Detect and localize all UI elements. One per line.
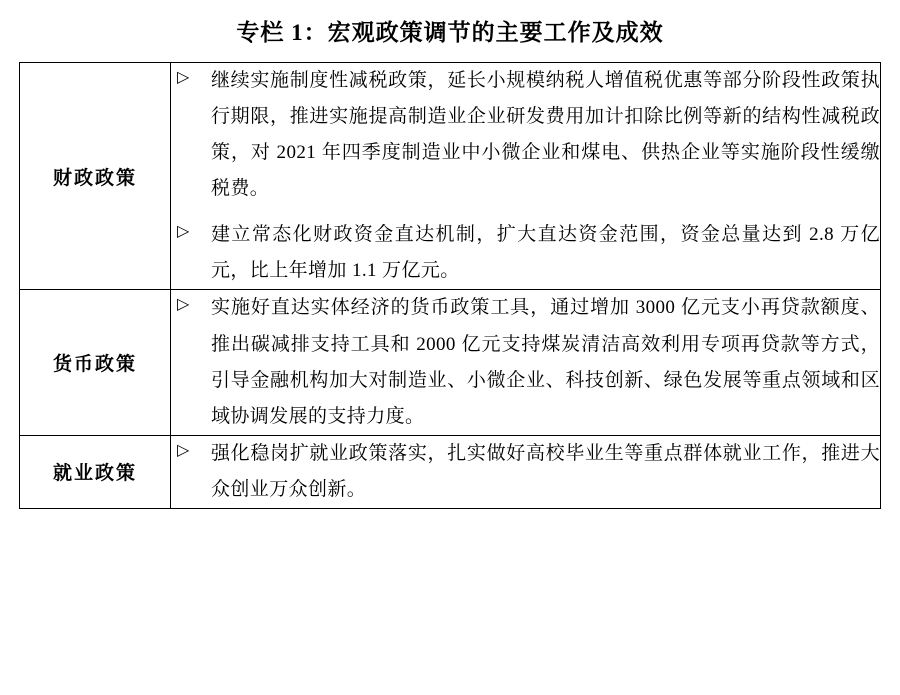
policy-table [19, 62, 881, 509]
list-item-text: 强化稳岗扩就业政策落实，扎实做好高校毕业生等重点群体就业工作，推进大众创业万众创新。 [211, 442, 880, 500]
category-label-employment: 就业政策 [20, 435, 171, 508]
triangle-bullet-icon: ▷ [177, 223, 190, 241]
category-label-fiscal: 财政政策 [20, 62, 171, 290]
triangle-bullet-icon: ▷ [177, 68, 190, 86]
list-item [171, 63, 880, 207]
triangle-bullet-icon: ▷ [177, 441, 190, 459]
list-item [171, 290, 880, 434]
table-row [20, 435, 881, 508]
list-item [171, 217, 880, 289]
page-title: 专栏 1：宏观政策调节的主要工作及成效 [236, 20, 664, 45]
list-item [171, 436, 880, 508]
list-item-text: 实施好直达实体经济的货币政策工具，通过增加 3000 亿元支小再贷款额度、推出碳减排支持工具和 2000 亿元支持煤炭清洁高效利用专项再贷款等方式，引导金融机构加大对制造业、小微企业、科技创新、绿色发展等重点领域和区域协调发展的支持力度。 [211, 297, 880, 427]
table-row [20, 290, 881, 435]
list-item-text: 继续实施制度性减税政策，延长小规模纳税人增值税优惠等部分阶段性政策执行期限，推进实施提高制造业企业研发费用加计扣除比例等新的结构性减税政策，对 2021 年四季度制造业中小微企业和煤电、供热企业等实施阶段性缓缴税费。 [211, 69, 880, 200]
category-label-monetary: 货币政策 [20, 290, 171, 435]
table-row [20, 62, 881, 290]
triangle-bullet-icon: ▷ [177, 296, 190, 314]
content-cell-employment [171, 435, 881, 508]
list-item-text: 建立常态化财政资金直达机制，扩大直达资金范围，资金总量达到 2.8 万亿元，比上年增加 1.1 万亿元。 [211, 224, 880, 282]
content-cell-monetary [171, 290, 881, 435]
content-cell-fiscal [171, 62, 881, 290]
